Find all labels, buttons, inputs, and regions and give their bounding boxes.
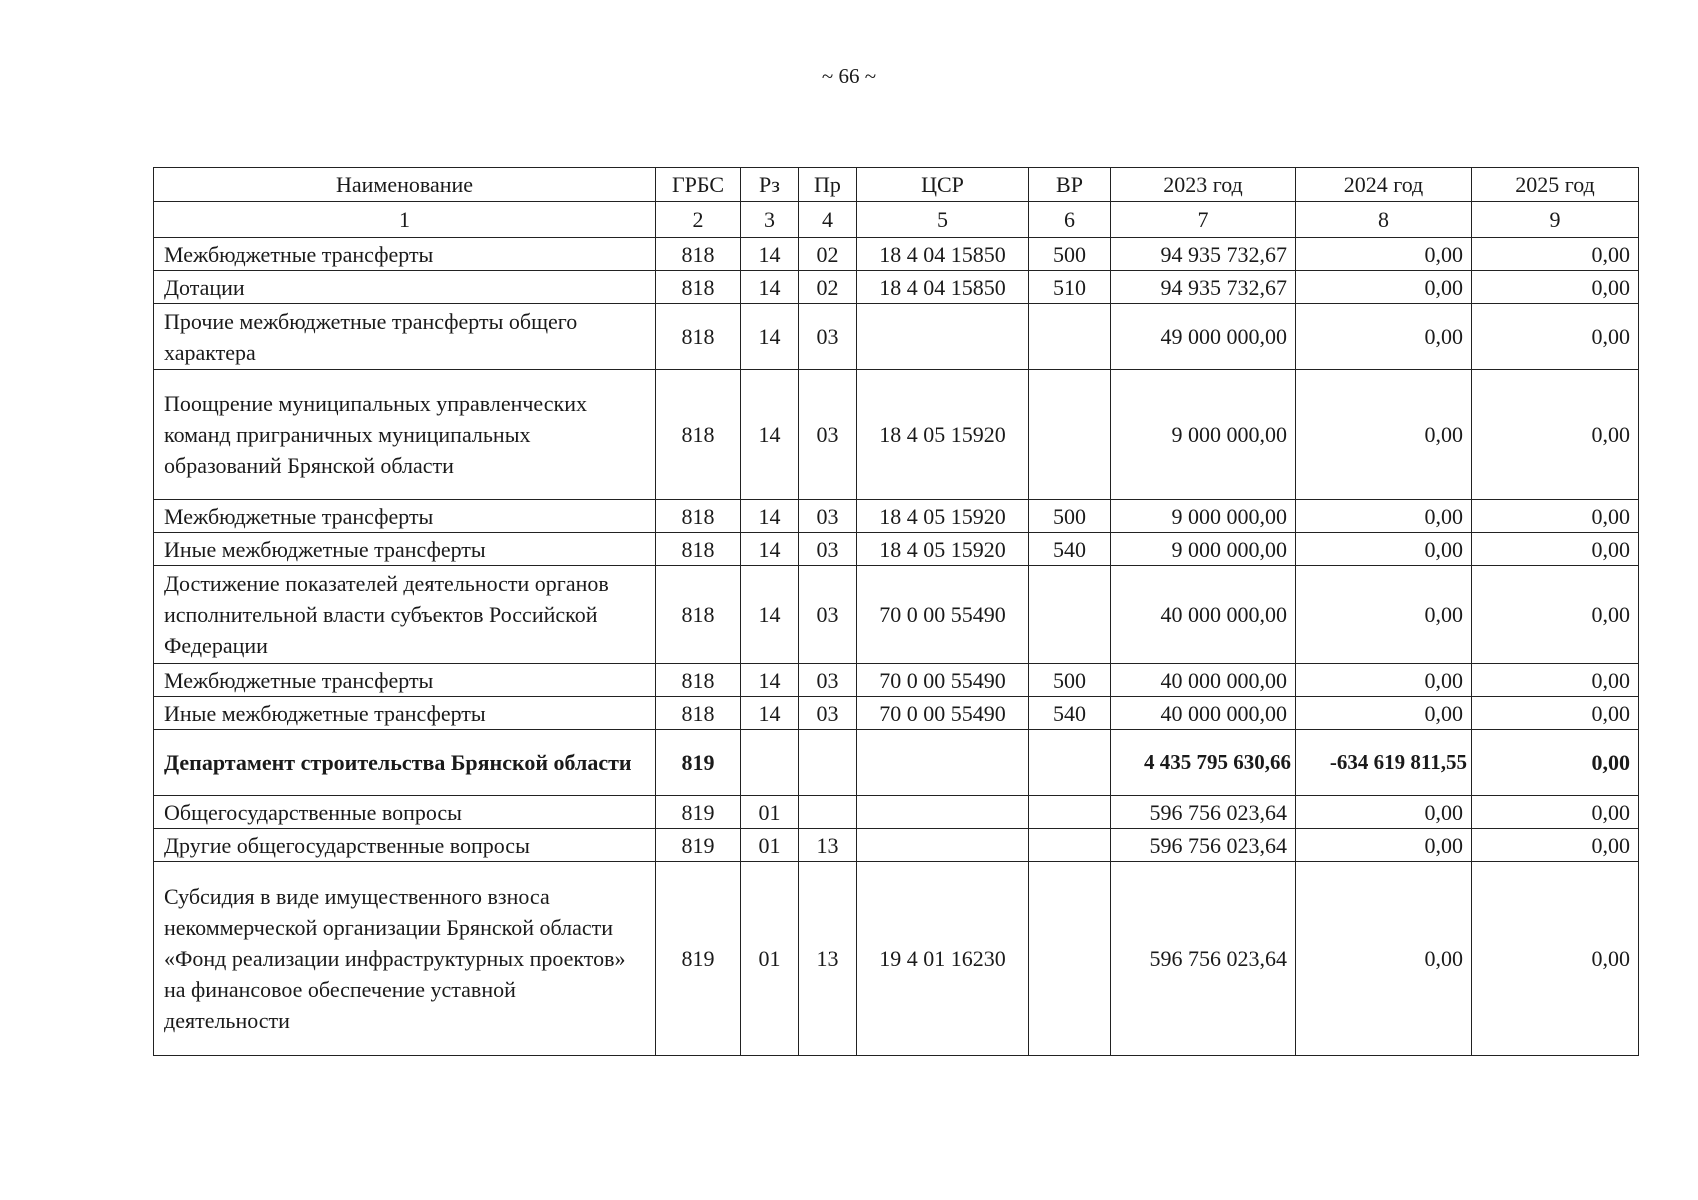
cell-2023: 49 000 000,00	[1111, 304, 1296, 370]
header-2023: 2023 год	[1111, 168, 1296, 202]
cell-grbs: 818	[656, 304, 741, 370]
header-rz: Рз	[741, 168, 799, 202]
cell-2023: 596 756 023,64	[1111, 829, 1296, 862]
cell-2025: 0,00	[1472, 304, 1639, 370]
header-name: Наименование	[154, 168, 656, 202]
cell-vr	[1029, 829, 1111, 862]
cell-csr: 19 4 01 16230	[857, 862, 1029, 1056]
cell-grbs: 818	[656, 566, 741, 664]
cell-2023: 4 435 795 630,66	[1111, 730, 1296, 796]
cell-2024: 0,00	[1296, 304, 1472, 370]
cell-2025: 0,00	[1472, 271, 1639, 304]
table-row	[154, 566, 1639, 664]
cell-csr: 18 4 04 15850	[857, 238, 1029, 271]
cell-pr: 13	[799, 862, 857, 1056]
cell-vr: 540	[1029, 697, 1111, 730]
cell-vr: 510	[1029, 271, 1111, 304]
table-row	[154, 500, 1639, 533]
cell-csr: 18 4 05 15920	[857, 533, 1029, 566]
cell-2025: 0,00	[1472, 370, 1639, 500]
cell-rz: 14	[741, 271, 799, 304]
cell-vr	[1029, 730, 1111, 796]
cell-2024: 0,00	[1296, 566, 1472, 664]
cell-2024: 0,00	[1296, 796, 1472, 829]
cell-2024: -634 619 811,55	[1296, 730, 1472, 796]
budget-table	[153, 167, 1639, 1056]
cell-2025: 0,00	[1472, 730, 1639, 796]
cell-name: Субсидия в виде имущественного взноса некоммерческой организации Брянской области «Фонд реализации инфраструктурных проектов» на финансовое обеспечение уставной деятельности	[154, 862, 656, 1056]
cell-rz: 14	[741, 566, 799, 664]
cell-csr	[857, 829, 1029, 862]
cell-2024: 0,00	[1296, 697, 1472, 730]
cell-pr: 03	[799, 533, 857, 566]
cell-2023: 9 000 000,00	[1111, 370, 1296, 500]
cell-grbs: 819	[656, 829, 741, 862]
cell-2025: 0,00	[1472, 566, 1639, 664]
cell-vr	[1029, 566, 1111, 664]
cell-2023: 40 000 000,00	[1111, 697, 1296, 730]
cell-pr	[799, 730, 857, 796]
cell-2023: 9 000 000,00	[1111, 533, 1296, 566]
cell-vr: 500	[1029, 238, 1111, 271]
cell-csr: 70 0 00 55490	[857, 697, 1029, 730]
header-pr: Пр	[799, 168, 857, 202]
cell-csr: 18 4 05 15920	[857, 500, 1029, 533]
cell-2024: 0,00	[1296, 271, 1472, 304]
cell-grbs: 818	[656, 271, 741, 304]
cell-name: Поощрение муниципальных управленческих команд приграничных муниципальных образований Брянской области	[154, 370, 656, 500]
cell-2023: 9 000 000,00	[1111, 500, 1296, 533]
column-number: 4	[799, 202, 857, 238]
cell-grbs: 818	[656, 697, 741, 730]
cell-2025: 0,00	[1472, 796, 1639, 829]
header-row	[154, 168, 1639, 202]
cell-2023: 94 935 732,67	[1111, 271, 1296, 304]
header-vr: ВР	[1029, 168, 1111, 202]
cell-grbs: 818	[656, 238, 741, 271]
cell-name: Иные межбюджетные трансферты	[154, 533, 656, 566]
column-number: 5	[857, 202, 1029, 238]
table-row	[154, 533, 1639, 566]
cell-name: Департамент строительства Брянской области	[154, 730, 656, 796]
cell-rz: 01	[741, 829, 799, 862]
cell-rz: 14	[741, 664, 799, 697]
cell-pr: 02	[799, 238, 857, 271]
cell-name: Межбюджетные трансферты	[154, 664, 656, 697]
cell-rz: 14	[741, 370, 799, 500]
cell-rz: 14	[741, 533, 799, 566]
table-row	[154, 664, 1639, 697]
cell-2025: 0,00	[1472, 862, 1639, 1056]
cell-csr	[857, 304, 1029, 370]
table-row	[154, 271, 1639, 304]
table-row	[154, 238, 1639, 271]
cell-2024: 0,00	[1296, 862, 1472, 1056]
cell-csr: 18 4 05 15920	[857, 370, 1029, 500]
cell-vr	[1029, 304, 1111, 370]
cell-name: Общегосударственные вопросы	[154, 796, 656, 829]
cell-csr	[857, 796, 1029, 829]
cell-grbs: 818	[656, 370, 741, 500]
header-csr: ЦСР	[857, 168, 1029, 202]
cell-2023: 596 756 023,64	[1111, 796, 1296, 829]
cell-pr: 03	[799, 566, 857, 664]
cell-csr: 70 0 00 55490	[857, 566, 1029, 664]
column-number: 2	[656, 202, 741, 238]
cell-name: Достижение показателей деятельности органов исполнительной власти субъектов Российской Федерации	[154, 566, 656, 664]
cell-pr: 13	[799, 829, 857, 862]
cell-grbs: 819	[656, 862, 741, 1056]
cell-pr: 03	[799, 304, 857, 370]
cell-csr: 18 4 04 15850	[857, 271, 1029, 304]
column-number: 8	[1296, 202, 1472, 238]
cell-rz: 14	[741, 304, 799, 370]
cell-pr	[799, 796, 857, 829]
cell-rz: 14	[741, 238, 799, 271]
cell-name: Межбюджетные трансферты	[154, 238, 656, 271]
cell-pr: 03	[799, 500, 857, 533]
cell-pr: 03	[799, 370, 857, 500]
cell-rz: 01	[741, 796, 799, 829]
column-number: 7	[1111, 202, 1296, 238]
column-number: 6	[1029, 202, 1111, 238]
table-row	[154, 697, 1639, 730]
cell-2025: 0,00	[1472, 500, 1639, 533]
cell-name: Межбюджетные трансферты	[154, 500, 656, 533]
table-row	[154, 730, 1639, 796]
cell-2024: 0,00	[1296, 533, 1472, 566]
column-number-row	[154, 202, 1639, 238]
cell-2025: 0,00	[1472, 829, 1639, 862]
cell-rz	[741, 730, 799, 796]
cell-2024: 0,00	[1296, 664, 1472, 697]
cell-rz: 14	[741, 500, 799, 533]
cell-grbs: 819	[656, 796, 741, 829]
cell-2024: 0,00	[1296, 370, 1472, 500]
cell-vr	[1029, 862, 1111, 1056]
cell-vr: 540	[1029, 533, 1111, 566]
cell-2024: 0,00	[1296, 238, 1472, 271]
cell-2025: 0,00	[1472, 533, 1639, 566]
cell-pr: 03	[799, 697, 857, 730]
cell-vr	[1029, 796, 1111, 829]
table-row	[154, 862, 1639, 1056]
cell-vr: 500	[1029, 664, 1111, 697]
cell-grbs: 819	[656, 730, 741, 796]
column-number: 3	[741, 202, 799, 238]
cell-2025: 0,00	[1472, 697, 1639, 730]
header-grbs: ГРБС	[656, 168, 741, 202]
table-row	[154, 370, 1639, 500]
cell-vr: 500	[1029, 500, 1111, 533]
column-number: 1	[154, 202, 656, 238]
column-number: 9	[1472, 202, 1639, 238]
table-row	[154, 304, 1639, 370]
table-row	[154, 796, 1639, 829]
header-2024: 2024 год	[1296, 168, 1472, 202]
cell-2025: 0,00	[1472, 238, 1639, 271]
page-number: ~ 66 ~	[821, 64, 877, 88]
cell-name: Иные межбюджетные трансферты	[154, 697, 656, 730]
cell-pr: 02	[799, 271, 857, 304]
header-2025: 2025 год	[1472, 168, 1639, 202]
cell-name: Дотации	[154, 271, 656, 304]
cell-2023: 94 935 732,67	[1111, 238, 1296, 271]
cell-grbs: 818	[656, 500, 741, 533]
cell-2023: 40 000 000,00	[1111, 566, 1296, 664]
cell-rz: 14	[741, 697, 799, 730]
cell-name: Другие общегосударственные вопросы	[154, 829, 656, 862]
cell-rz: 01	[741, 862, 799, 1056]
cell-vr	[1029, 370, 1111, 500]
cell-2025: 0,00	[1472, 664, 1639, 697]
cell-name: Прочие межбюджетные трансферты общего характера	[154, 304, 656, 370]
cell-pr: 03	[799, 664, 857, 697]
cell-csr	[857, 730, 1029, 796]
cell-grbs: 818	[656, 533, 741, 566]
table-row	[154, 829, 1639, 862]
cell-grbs: 818	[656, 664, 741, 697]
cell-csr: 70 0 00 55490	[857, 664, 1029, 697]
cell-2024: 0,00	[1296, 829, 1472, 862]
cell-2024: 0,00	[1296, 500, 1472, 533]
cell-2023: 40 000 000,00	[1111, 664, 1296, 697]
cell-2023: 596 756 023,64	[1111, 862, 1296, 1056]
